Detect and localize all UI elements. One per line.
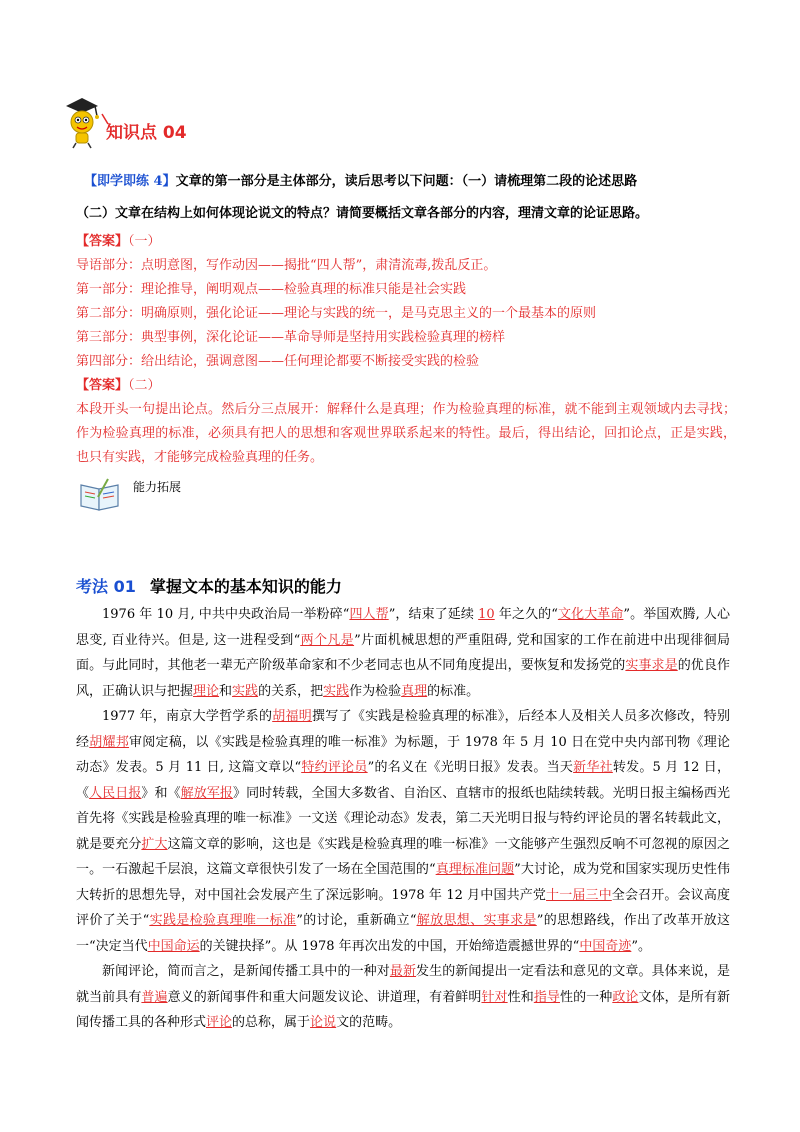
- paragraph-text: ”的讨论，重新确立“: [296, 913, 417, 928]
- highlighted-term: 指导: [533, 989, 560, 1005]
- answer-1: [76, 230, 736, 470]
- highlighted-term: 四人帮: [349, 607, 389, 622]
- highlighted-term: 解放思想、实事求是: [416, 913, 537, 928]
- exercise-text-2: （二）文章在结构上如何体现论说文的特点？请简要概括文章各部分的内容，理清文章的论证思路。: [76, 206, 649, 221]
- highlighted-term: 中国奇迹: [579, 938, 632, 954]
- answer-1-header: [76, 230, 736, 254]
- highlighted-term: 文化大革命: [557, 607, 624, 622]
- knowledge-point-title: 知识点 04: [106, 123, 187, 143]
- exercise-question: [76, 166, 730, 230]
- highlighted-term: 胡耀邦: [89, 734, 130, 750]
- highlighted-term: 评论: [206, 1015, 233, 1030]
- paragraph-text: 作为检验: [349, 683, 402, 699]
- answer-1-line: 第四部分：给出结论，强调意图——任何理论都要不断接受实践的检验: [76, 354, 480, 369]
- highlighted-term: 扩大: [141, 836, 168, 852]
- paragraph-text: 年之久的“: [494, 607, 558, 622]
- article-body: [76, 602, 730, 1036]
- paragraph-text: 性和: [507, 989, 534, 1005]
- paragraph-2: [76, 704, 730, 959]
- highlighted-term: 普遍: [141, 989, 168, 1005]
- paragraph-text: 性的一种: [559, 989, 613, 1005]
- paragraph-text: 的关系，把: [258, 683, 324, 699]
- paragraph-text: 和: [219, 683, 233, 699]
- paragraph-text: 发生的新闻提出一定看法和意见的文章。具体来说，是就当前具有: [76, 964, 730, 1005]
- highlighted-term: 特约评论员: [301, 760, 368, 775]
- paragraph-3: [76, 959, 730, 1036]
- highlighted-term: 真理: [401, 683, 428, 699]
- paragraph-text: ”的名义在《光明日报》发表。当天: [367, 760, 574, 775]
- highlighted-term: 人民日报: [89, 785, 142, 801]
- open-book-icon: [78, 477, 122, 513]
- paragraph-text: 1976 年 10 月, 中共中央政治局一举粉碎“: [102, 607, 350, 622]
- paragraph-text: ”片面机械思想的严重阻碍, 党和国家的工作在前进中出现徘徊局面。与此同时，其他老一辈无产阶级革命家和不少老同志也从不同角度提出，要恢复和发扬党的: [76, 632, 730, 673]
- paragraph-text: ”的思想路线，作出了改革开放这一“决定当代: [76, 913, 730, 954]
- exercise-tag: 【即学即练 4】: [84, 174, 176, 189]
- highlighted-term: 最新: [389, 964, 417, 979]
- highlighted-term: 论说: [310, 1015, 337, 1030]
- graduate-mascot-icon: [62, 94, 110, 150]
- paragraph-text: 审阅定稿，以《实践是检验真理的唯一标准》为标题，于 1978 年 5 月 10 日在党中央内部刊物《理论动态》发表。5 月 11 日, 这篇文章以“: [76, 734, 730, 775]
- paragraph-text: ”大讨论，成为党和国家实现历史性伟大转折的思想先导，对中国社会发展产生了深远影响。1978 年 12 月中国共产党: [76, 862, 730, 903]
- paragraph-text: 的优良作风，正确认识与把握: [76, 658, 730, 699]
- paragraph-text: ”。: [631, 938, 651, 954]
- highlighted-term: 针对: [481, 989, 508, 1005]
- highlighted-term: 10: [478, 607, 495, 622]
- kaofa-number: 考法 01: [76, 577, 136, 596]
- paragraph-text: 》同时转载，全国大多数省、自治区、直辖市的报纸也陆续转载。光明日报主编杨西光首先将《实践是检验真理的唯一标准》一文送《理论动态》发表，第二天光明日报与特约评论员的署名转载此文，就是要充分: [76, 785, 730, 852]
- answer-2-tag: 【答案】: [76, 378, 129, 393]
- paragraph-text: 文的范畴。: [336, 1015, 402, 1030]
- paragraph-text: 》和《: [141, 785, 181, 801]
- kaofa-heading: [76, 574, 342, 597]
- exercise-text-1: 文章的第一部分是主体部分，读后思考以下问题：（一）请梳理第二段的论述思路: [175, 174, 638, 189]
- paragraph-text: 转发。5 月 12 日，《: [76, 760, 730, 801]
- answer-2-header: [76, 374, 736, 398]
- highlighted-term: 中国命运: [147, 938, 200, 954]
- answer-1-line: 导语部分：点明意图，写作动因——揭批“四人帮”，肃清流毒,拨乱反正。: [76, 258, 497, 273]
- highlighted-term: 两个凡是: [300, 632, 355, 648]
- answer-1-line: 第一部分：理论推导，阐明观点——检验真理的标准只能是社会实践: [76, 282, 467, 297]
- paragraph-text: 这篇文章的影响，这也是《实践是检验真理的唯一标准》一文能够产生强烈反响不可忽视的原因之一。一石激起千层浪，这篇文章很快引发了一场在全国范围的“: [76, 836, 730, 877]
- highlighted-term: 实事求是: [625, 658, 678, 673]
- highlighted-term: 实践是检验真理唯一标准: [149, 913, 297, 928]
- highlighted-term: 实践: [323, 683, 350, 699]
- highlighted-term: 理论: [193, 683, 220, 699]
- answer-1-suffix: （一）: [128, 234, 161, 249]
- highlighted-term: 实践: [232, 683, 259, 699]
- paragraph-text: 的总称，属于: [232, 1015, 311, 1030]
- paragraph-1: [76, 602, 730, 704]
- paragraph-text: 1977 年，南京大学哲学系的: [102, 709, 273, 724]
- paragraph-text: 的标准。: [427, 683, 480, 699]
- paragraph-text: ”。举国欢腾, 人心思变, 百业待兴。但是, 这一进程受到“: [76, 607, 730, 648]
- answer-2-suffix: （二）: [128, 378, 161, 393]
- highlighted-term: 胡福明: [272, 709, 313, 724]
- highlighted-term: 真理标准问题: [435, 862, 515, 877]
- paragraph-text: 新闻评论，简而言之，是新闻传播工具中的一种对: [102, 964, 390, 979]
- paragraph-text: 全会召开。会议高度评价了关于“: [76, 887, 730, 928]
- highlighted-term: 政论: [612, 989, 639, 1005]
- paragraph-text: 的关键抉择”。从 1978 年再次出发的中国，开始缔造震撼世界的“: [199, 938, 580, 954]
- highlighted-term: 新华社: [573, 760, 613, 775]
- paragraph-text: 文体，是所有新闻传播工具的各种形式: [76, 989, 730, 1030]
- kaofa-title: 掌握文本的基本知识的能力: [149, 577, 342, 596]
- answer-1-line: 第二部分：明确原则，强化论证——理论与实践的统一，是马克思主义的一个最基本的原则: [76, 306, 597, 321]
- answer-1-line: 第三部分：典型事例，深化论证——革命导师是坚持用实践检验真理的榜样: [76, 330, 506, 345]
- answer-2-text: 本段开头一句提出论点。然后分三点展开：解释什么是真理；作为检验真理的标准，就不能到主观领域内去寻找；作为检验真理的标准，必须具有把人的思想和客观世界联系起来的特性。最后，得出结论，回扣论点，正是实践，也只有实践，才能够完成检验真理的任务。: [76, 402, 736, 465]
- extension-label: 能力拓展: [133, 480, 182, 494]
- paragraph-text: 撰写了《实践是检验真理的标准》，后经本人及相关人员多次修改，特别经: [76, 709, 730, 750]
- paragraph-text: ”，结束了延续: [388, 607, 479, 622]
- highlighted-term: 解放军报: [180, 785, 233, 801]
- paragraph-text: 意义的新闻事件和重大问题发议论、讲道理，有着鲜明: [167, 989, 482, 1005]
- answer-1-tag: 【答案】: [76, 234, 129, 249]
- highlighted-term: 十一届三中: [546, 887, 612, 903]
- exercise-line-1: [76, 166, 730, 198]
